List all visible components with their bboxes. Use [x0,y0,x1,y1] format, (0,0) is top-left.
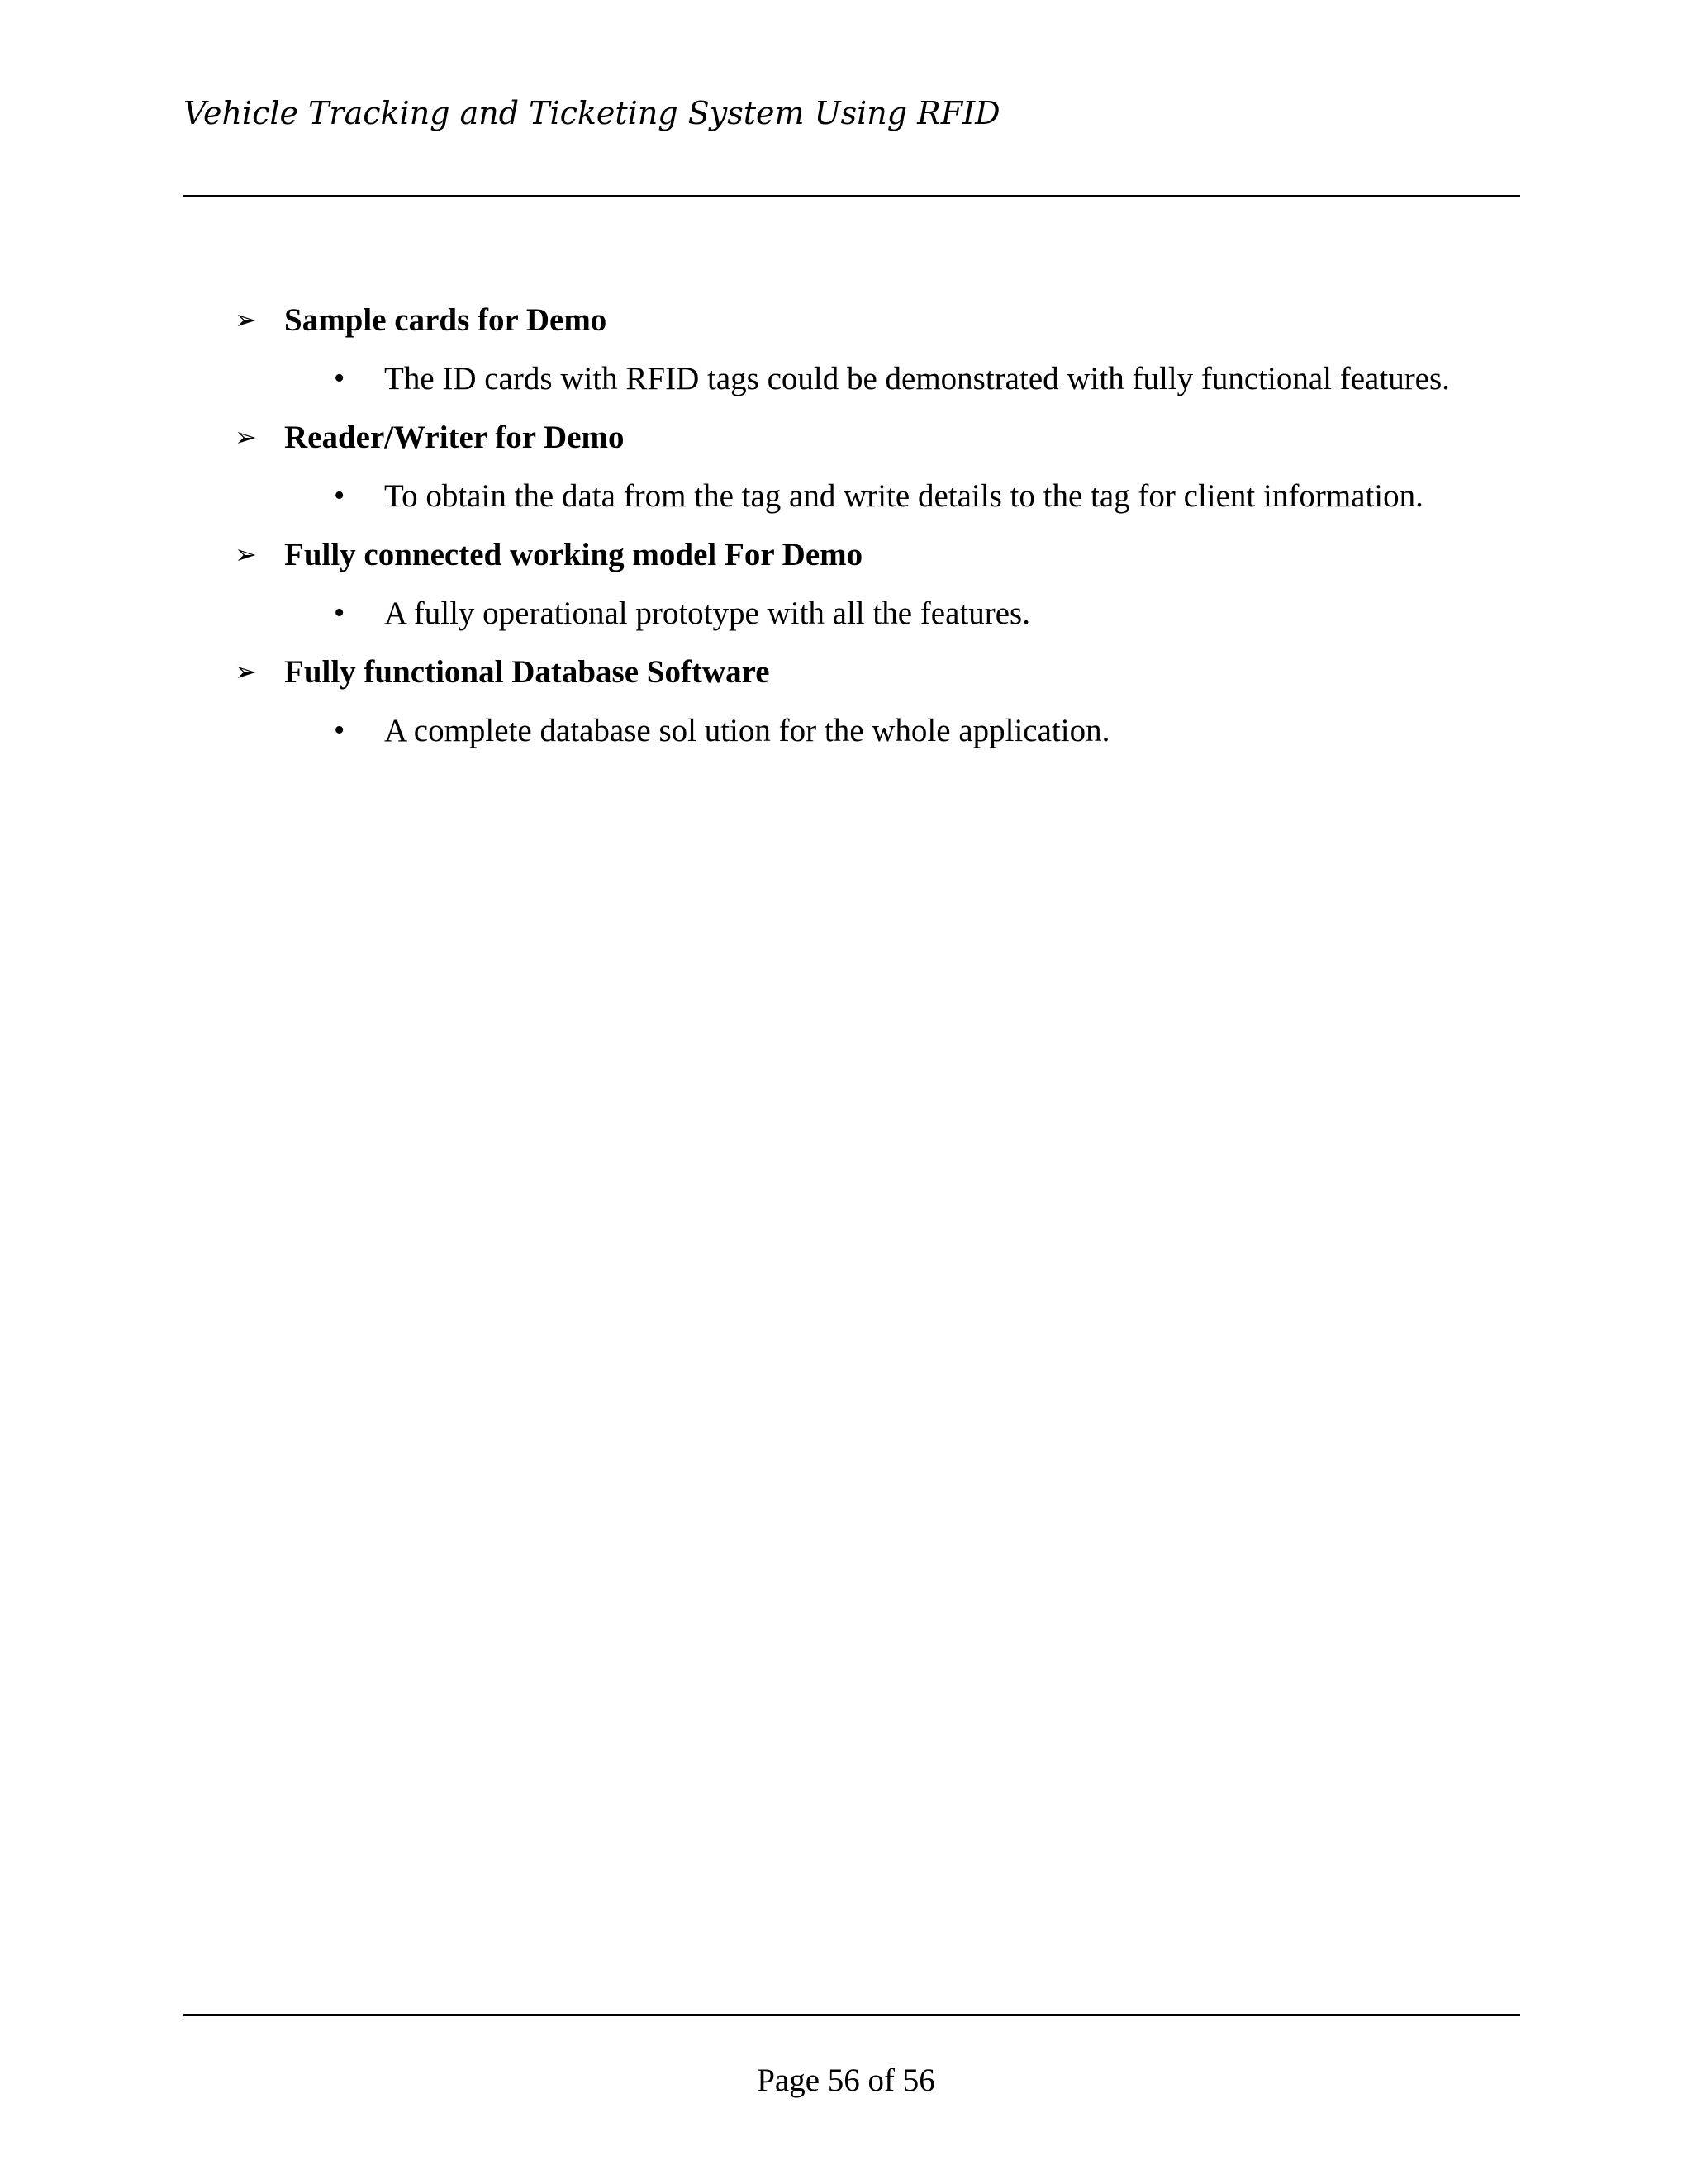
list-item [0,584,1692,643]
list-section [0,643,1692,760]
list-item-text: A fully operational prototype with all the features. [384,596,1030,631]
list-item [0,349,1692,408]
arrowhead-icon: ➢ [235,539,257,570]
bullet-icon: • [334,478,345,513]
section-heading: Fully functional Database Software [284,654,770,690]
arrowhead-icon: ➢ [235,656,257,687]
section-heading: Fully connected working model For Demo [284,537,863,572]
list-section [0,408,1692,525]
page-number: Page 56 of 56 [757,2063,935,2098]
header-divider [183,195,1520,197]
list-section [0,525,1692,643]
list-item-text: A complete database sol ution for the whole application. [384,713,1110,748]
arrowhead-icon: ➢ [235,421,257,453]
section-heading-row [0,525,1692,584]
bullet-icon: • [334,713,345,748]
bullet-icon: • [334,596,345,630]
section-heading-row [0,291,1692,349]
section-heading: Reader/Writer for Demo [284,420,625,455]
list-item-text: The ID cards with RFID tags could be demonstrated with fully functional features. [384,361,1450,396]
section-heading: Sample cards for Demo [284,302,607,338]
footer-divider [183,2014,1520,2016]
arrowhead-icon: ➢ [235,304,257,335]
bullet-icon: • [334,361,345,396]
list-section [0,291,1692,408]
section-heading-row [0,408,1692,467]
section-heading-row [0,643,1692,701]
list-item-text: To obtain the data from the tag and write details to the tag for client information. [384,478,1423,514]
page-body [0,291,1692,760]
list-item [0,701,1692,760]
running-header-title: Vehicle Tracking and Ticketing System Using RFID [183,95,1000,131]
list-item [0,467,1692,525]
